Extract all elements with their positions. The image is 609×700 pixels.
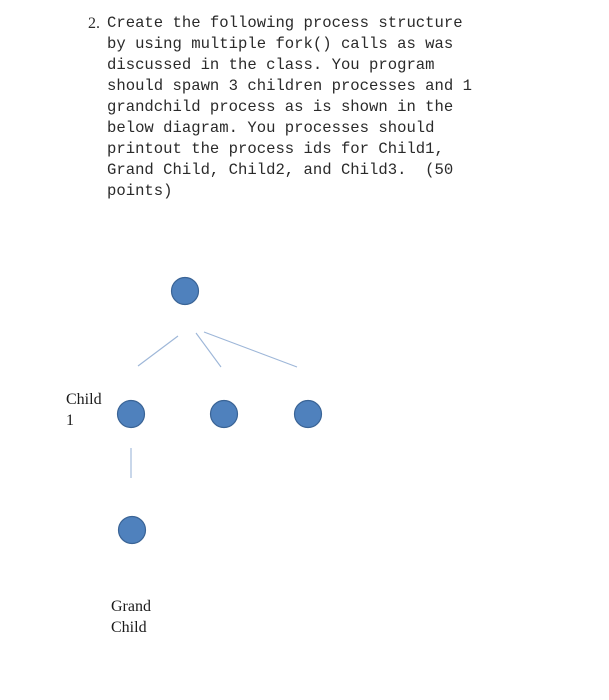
grandchild-label-line: Grand: [111, 598, 151, 615]
edge-parent-child2: [196, 333, 221, 367]
question-line: discussed in the class. You program: [107, 56, 435, 74]
edge-parent-child3: [204, 332, 297, 367]
child1-label-line: 1: [66, 412, 74, 429]
child1-label: [66, 389, 102, 431]
question-line: printout the process ids for Child1,: [107, 140, 444, 158]
node-child3: [295, 401, 322, 428]
child1-label-line: Child: [66, 391, 102, 408]
question-number: 2.: [88, 15, 100, 32]
grandchild-label-line: Child: [111, 619, 147, 636]
node-parent: [172, 278, 199, 305]
question-line: points): [107, 182, 173, 200]
node-child1: [118, 401, 145, 428]
question-line: Create the following process structure: [107, 14, 463, 32]
question-line: by using multiple fork() calls as was: [107, 35, 454, 53]
node-child2: [211, 401, 238, 428]
edge-parent-child1: [138, 336, 178, 366]
grandchild-label: [111, 596, 151, 638]
question-line: Grand Child, Child2, and Child3. (50: [107, 161, 454, 179]
question-line: below diagram. You processes should: [107, 119, 435, 137]
node-grandchild: [119, 517, 146, 544]
question-line: should spawn 3 children processes and 1: [107, 77, 472, 95]
question-line: grandchild process as is shown in the: [107, 98, 454, 116]
